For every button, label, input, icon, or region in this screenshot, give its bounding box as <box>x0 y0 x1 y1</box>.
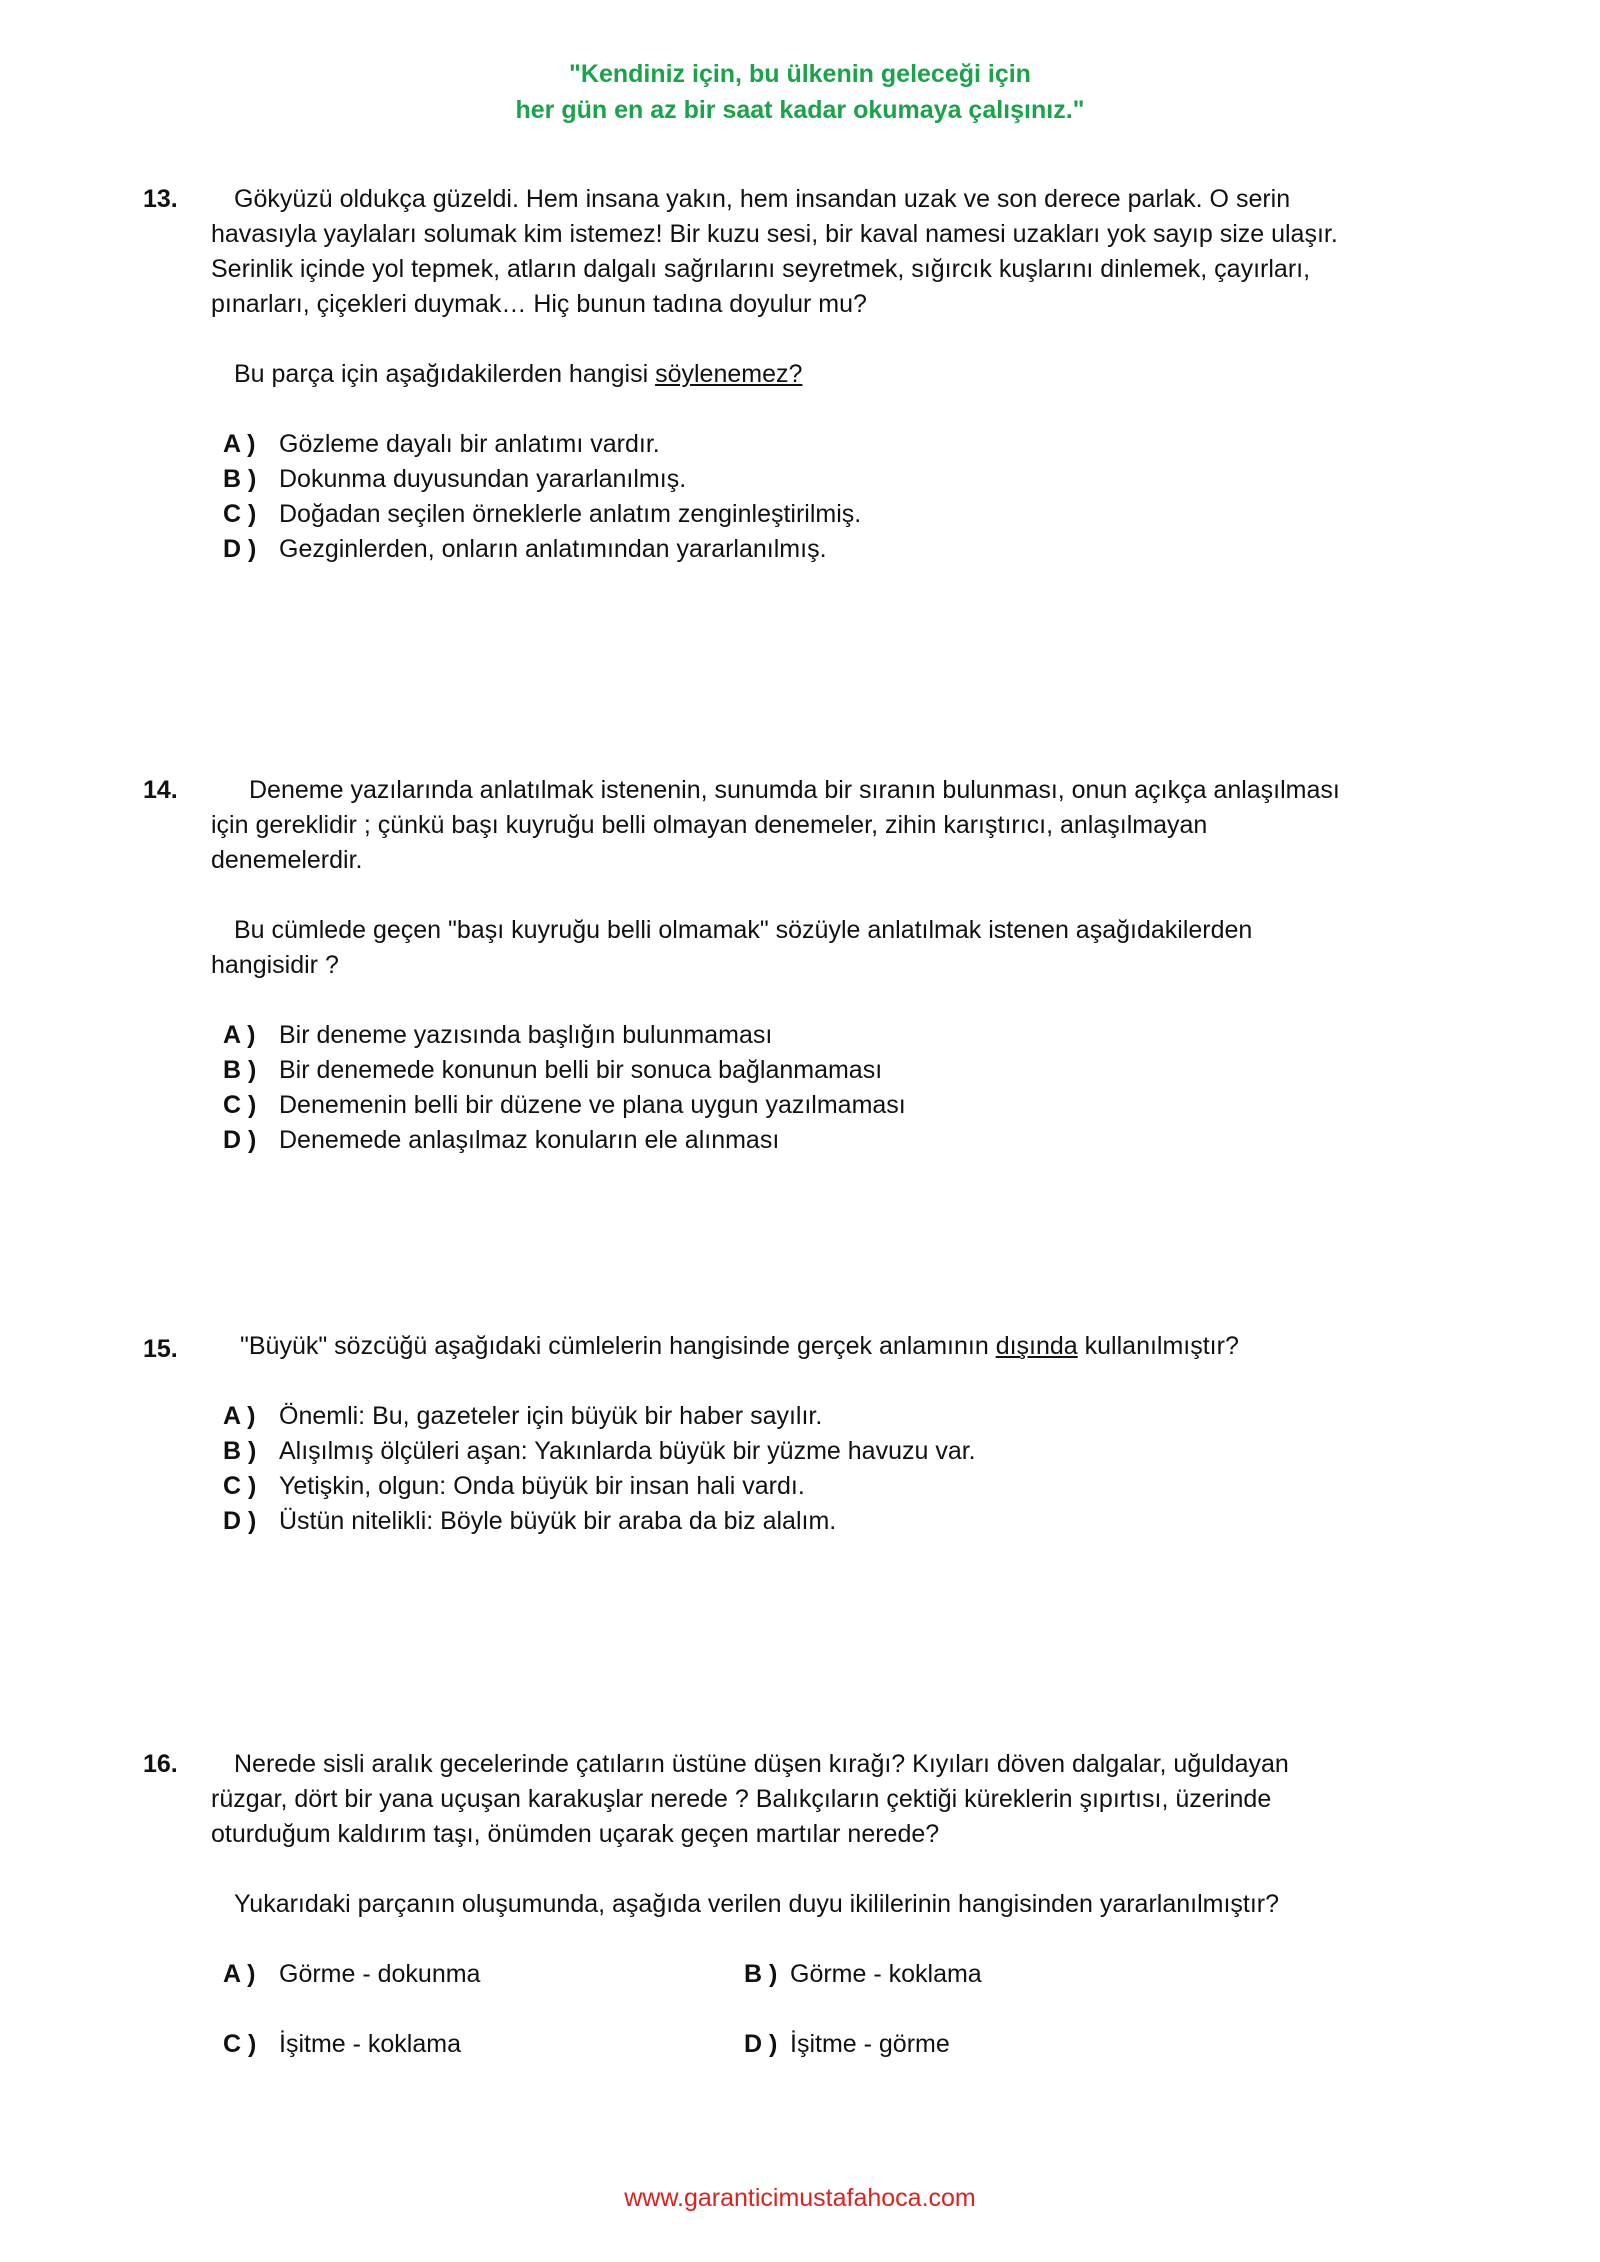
option-text: Yetişkin, olgun: Onda büyük bir insan hali vardı. <box>279 1472 805 1500</box>
option-a[interactable] <box>223 1957 744 1992</box>
option-b[interactable] <box>744 1957 1244 1992</box>
prompt-text: Bu parça için aşağıdakilerden hangisi <box>234 360 656 388</box>
question-prompt <box>211 1329 1363 1364</box>
motto-header <box>0 56 1600 128</box>
option-a[interactable] <box>223 1018 1363 1053</box>
prompt-underlined-text: söylenemez? <box>655 360 803 388</box>
option-letter: B ) <box>223 1056 257 1084</box>
option-letter: C ) <box>223 1091 257 1119</box>
option-text: Alışılmış ölçüleri aşan: Yakınlarda büyük bir yüzme havuzu var. <box>279 1437 976 1465</box>
option-b[interactable] <box>223 1053 1363 1088</box>
option-letter: A ) <box>223 430 256 458</box>
prompt-text: "Büyük" sözcüğü aşağıdaki cümlelerin hangisinde gerçek anlamının <box>240 1332 996 1360</box>
option-letter: A ) <box>223 1960 256 1988</box>
option-text: Dokunma duyusundan yararlanılmış. <box>279 465 687 493</box>
footer-website-link[interactable]: www.garanticimustafahoca.com <box>624 2184 976 2212</box>
question-16 <box>143 1747 1363 2062</box>
question-prompt: Yukarıdaki parçanın oluşumunda, aşağıda verilen duyu ikililerinin hangisinden yararlanılmıştır? <box>234 1890 1280 1918</box>
option-letter: C ) <box>223 1472 257 1500</box>
answer-options <box>223 1018 1363 1158</box>
option-text: Görme - dokunma <box>279 1960 481 1988</box>
option-d[interactable] <box>223 1123 1363 1158</box>
question-number: 13. <box>143 185 178 213</box>
question-15 <box>143 1329 1363 1539</box>
option-text: Doğadan seçilen örneklerle anlatım zenginleştirilmiş. <box>279 500 862 528</box>
answer-options <box>223 1399 1363 1539</box>
question-passage: Deneme yazılarında anlatılmak istenenin, sunumda bir sıranın bulunması, onun açıkça anlaşılması için gereklidir ; çünkü başı kuyruğu belli olmayan denemeler, zihin karıştırıcı, anlaşılmayan denemelerdir. <box>211 776 1340 874</box>
option-a[interactable] <box>223 427 1363 462</box>
option-c[interactable] <box>223 2027 744 2062</box>
option-c[interactable] <box>223 497 1363 532</box>
option-text: Görme - koklama <box>790 1960 982 1988</box>
question-prompt: Bu cümlede geçen "başı kuyruğu belli olmamak" sözüyle anlatılmak istenen aşağıdakilerden hangisidir ? <box>211 916 1253 979</box>
option-d[interactable] <box>223 532 1363 567</box>
option-text: Gezginlerden, onların anlatımından yararlanılmış. <box>279 535 827 563</box>
option-text: Denemede anlaşılmaz konuların ele alınması <box>279 1126 780 1154</box>
option-letter: D ) <box>744 2030 778 2058</box>
option-letter: B ) <box>223 465 257 493</box>
prompt-underlined-text: dışında <box>995 1332 1078 1360</box>
option-letter: C ) <box>223 500 257 528</box>
question-passage: Nerede sisli aralık gecelerinde çatıların üstüne düşen kırağı? Kıyıları döven dalgalar, uğuldayan rüzgar, dört bir yana uçuşan karakuşlar nerede ? Balıkçıların çektiği küreklerin şıpırtısı, üzerinde oturduğum kaldırım taşı, önümden uçarak geçen martılar nerede? <box>211 1750 1289 1848</box>
question-passage: Gökyüzü oldukça güzeldi. Hem insana yakın, hem insandan uzak ve son derece parlak. O serin havasıyla yaylaları solumak kim istemez! Bir kuzu sesi, bir kaval namesi uzakları yok sayıp size ulaşır. Serinlik içinde yol tepmek, atların dalgalı sağrılarını seyretmek, sığırcık kuşlarını dinlemek, çayırları, pınarları, çiçekleri duymak… Hiç bunun tadına doyulur mu? <box>211 185 1338 318</box>
option-b[interactable] <box>223 462 1363 497</box>
option-c[interactable] <box>223 1469 1363 1504</box>
option-letter: A ) <box>223 1402 256 1430</box>
question-prompt <box>211 357 1363 392</box>
question-number: 16. <box>143 1750 178 1778</box>
question-number: 14. <box>143 776 178 804</box>
question-number: 15. <box>143 1335 178 1363</box>
option-letter: A ) <box>223 1021 256 1049</box>
question-14 <box>143 773 1363 1158</box>
question-13 <box>143 182 1363 567</box>
option-text: Bir denemede konunun belli bir sonuca bağlanmaması <box>279 1056 883 1084</box>
option-letter: D ) <box>223 1507 257 1535</box>
option-letter: B ) <box>744 1960 778 1988</box>
option-d[interactable] <box>744 2027 1244 2062</box>
option-letter: B ) <box>223 1437 257 1465</box>
option-a[interactable] <box>223 1399 1363 1434</box>
motto-line-1: "Kendiniz için, bu ülkenin geleceği için <box>569 60 1031 88</box>
option-d[interactable] <box>223 1504 1363 1539</box>
option-c[interactable] <box>223 1088 1363 1123</box>
option-text: Üstün nitelikli: Böyle büyük bir araba da biz alalım. <box>279 1507 837 1535</box>
prompt-text-end: kullanılmıştır? <box>1077 1332 1239 1360</box>
option-letter: C ) <box>223 2030 257 2058</box>
option-text: İşitme - koklama <box>279 2030 461 2058</box>
option-text: Bir deneme yazısında başlığın bulunmaması <box>279 1021 773 1049</box>
option-letter: D ) <box>223 535 257 563</box>
option-text: Gözleme dayalı bir anlatımı vardır. <box>279 430 660 458</box>
option-text: Önemli: Bu, gazeteler için büyük bir haber sayılır. <box>279 1402 823 1430</box>
motto-line-2: her gün en az bir saat kadar okumaya çalışınız." <box>515 96 1085 124</box>
answer-options <box>223 1957 1363 2062</box>
option-text: İşitme - görme <box>790 2030 950 2058</box>
option-text: Denemenin belli bir düzene ve plana uygun yazılmaması <box>279 1091 906 1119</box>
answer-options <box>223 427 1363 567</box>
option-b[interactable] <box>223 1434 1363 1469</box>
option-letter: D ) <box>223 1126 257 1154</box>
